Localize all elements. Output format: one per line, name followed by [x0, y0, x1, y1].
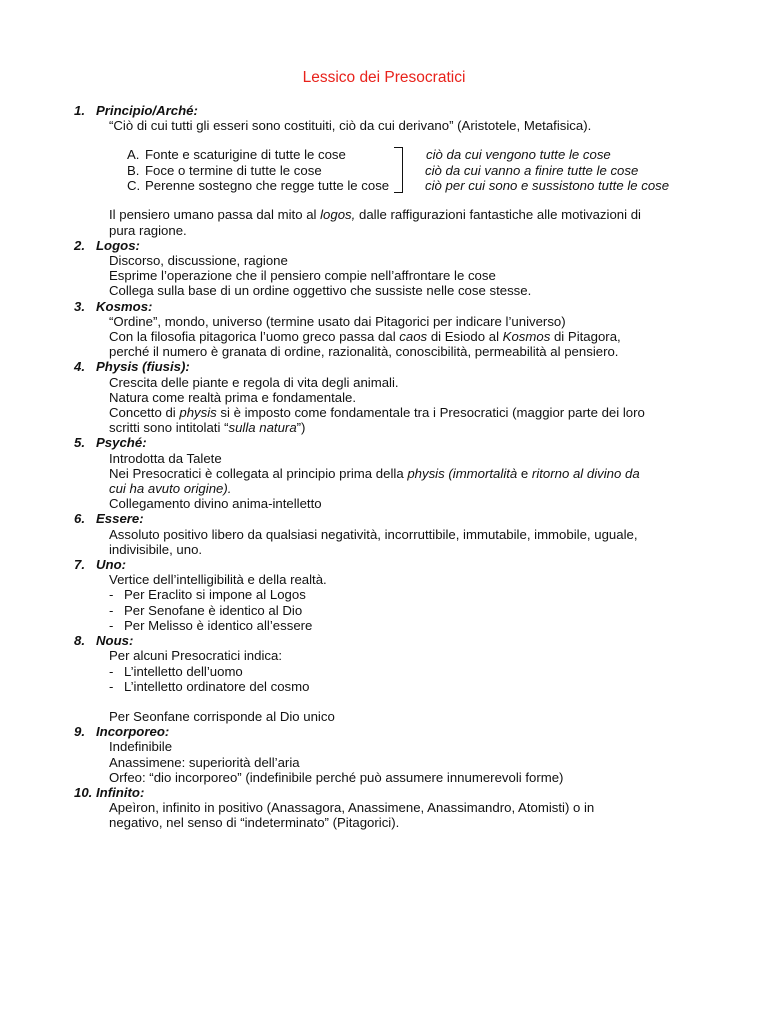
entry-heading: Kosmos: [96, 298, 153, 314]
entry-nous [74, 633, 694, 724]
meaning-a: A. Fonte e scaturigine di tutte le cose [127, 147, 346, 163]
text-line: scritti sono intitolati “sulla natura”) [109, 420, 306, 436]
blank-line [109, 694, 694, 709]
meanings-explanations [426, 147, 669, 193]
entry-heading: Principio/Arché: [96, 103, 198, 118]
text-line: Introdotta da Talete [109, 450, 222, 466]
entry-number: 2. [74, 237, 85, 253]
meaning-c: C. Perenne sostegno che regge tutte le cose [127, 177, 390, 193]
entry-body [109, 118, 694, 238]
text-line: Vertice dell’intelligibilità e della realtà. [109, 572, 327, 588]
arche-meanings [109, 147, 694, 193]
text-line: Per Seonfane corrisponde al Dio unico [109, 708, 335, 724]
entry-body [109, 648, 694, 724]
entry-number: 3. [74, 298, 85, 314]
text-line: Apeìron, infinito in positivo (Anassagora, Anassimene, Anassimandro, Atomisti) o in [109, 800, 595, 816]
entry-heading: Logos: [96, 237, 140, 253]
entry-incorporeo [74, 724, 694, 785]
entry-essere [74, 511, 694, 557]
entry-body [109, 375, 694, 436]
text-line: Esprime l’operazione che il pensiero compie nell’affrontare le cose [109, 268, 496, 284]
entry-number: 1. [74, 103, 85, 118]
entry-psyche [74, 435, 694, 511]
entry-body [109, 314, 694, 360]
entry-body [109, 800, 694, 830]
text-line: cui ha avuto origine). [109, 481, 232, 497]
text-line: Concetto di physis si è imposto come fondamentale tra i Presocratici (maggior parte dei loro [109, 405, 645, 421]
entry-body [109, 527, 694, 557]
entry-number: 6. [74, 511, 85, 527]
entry-body [109, 451, 694, 512]
text-line: perché il numero è granata di ordine, razionalità, conoscibilità, permeabilità al pensiero. [109, 344, 619, 360]
entry-infinito [74, 785, 694, 831]
meaning-b: B. Foce o termine di tutte le cose [127, 162, 322, 178]
entry-number: 4. [74, 359, 85, 375]
entry-physis [74, 359, 694, 435]
entry-number: 5. [74, 435, 85, 451]
entry-heading: Physis (fiusis): [96, 359, 190, 375]
entry-heading: Infinito: [96, 784, 145, 800]
text-line: Natura come realtà prima e fondamentale. [109, 389, 357, 405]
meanings-list [127, 147, 389, 193]
list-item: - Per Senofane è identico al Dio [109, 602, 303, 618]
list-item: - L’intelletto ordinatore del cosmo [109, 678, 310, 694]
arche-paragraph-line-2: pura ragione. [109, 222, 187, 238]
text-line: Discorso, discussione, ragione [109, 253, 288, 269]
explanation-a: ciò da cui vengono tutte le cose [426, 147, 611, 163]
text-line: Per alcuni Presocratici indica: [109, 648, 282, 664]
arche-paragraph-line-1: Il pensiero umano passa dal mito al logos, dalle raffigurazioni fantastiche alle motivazioni di [109, 207, 641, 223]
entry-body [109, 253, 694, 299]
list-item: - Per Eraclito si impone al Logos [109, 587, 306, 603]
text-line: indivisibile, uno. [109, 541, 203, 557]
entry-number: 10. [74, 784, 93, 800]
list-item: - L’intelletto dell’uomo [109, 663, 243, 679]
entry-logos [74, 238, 694, 299]
aristotle-quote: “Ciò di cui tutti gli esseri sono costituiti, ciò da cui derivano” (Aristotele, Metafisica). [109, 118, 592, 134]
explanation-b: ciò da cui vanno a finire tutte le cose [425, 162, 639, 178]
entry-arche [74, 103, 694, 238]
text-line: Con la filosofia pitagorica l’uomo greco passa dal caos di Esiodo al Kosmos di Pitagora, [109, 329, 621, 345]
text-line: negativo, nel senso di “indeterminato” (Pitagorici). [109, 815, 400, 831]
entry-heading: Nous: [96, 633, 134, 649]
document-title: Lessico dei Presocratici [302, 69, 466, 86]
entry-number: 9. [74, 724, 85, 740]
text-line: “Ordine”, mondo, universo (termine usato dai Pitagorici per indicare l’universo) [109, 313, 566, 329]
lexicon-list [74, 103, 694, 831]
entry-heading: Psyché: [96, 435, 147, 451]
text-line: Assoluto positivo libero da qualsiasi negatività, incorruttibile, immutabile, immobile, uguale, [109, 526, 638, 542]
entry-body [109, 739, 694, 785]
entry-uno [74, 557, 694, 633]
entry-number: 8. [74, 633, 85, 649]
grouping-bracket [394, 147, 403, 193]
text-line: Crescita delle piante e regola di vita degli animali. [109, 374, 399, 390]
entry-body [109, 572, 694, 633]
text-line: Nei Presocratici è collegata al principio prima della physis (immortalità e ritorno al divino da [109, 465, 640, 481]
entry-heading: Incorporeo: [96, 724, 170, 740]
text-line: Collega sulla base di un ordine oggettivo che sussiste nelle cose stesse. [109, 283, 532, 299]
explanation-c: ciò per cui sono e sussistono tutte le cose [425, 177, 670, 193]
entry-number: 7. [74, 557, 85, 573]
entry-heading: Essere: [96, 511, 144, 527]
text-line: Indefinibile [109, 739, 173, 755]
list-item: - Per Melisso è identico all’essere [109, 617, 313, 633]
text-line: Orfeo: “dio incorporeo” (indefinibile perché può assumere innumerevoli forme) [109, 769, 564, 785]
entry-heading: Uno: [96, 557, 127, 573]
entry-kosmos [74, 299, 694, 360]
text-line: Anassimene: superiorità dell’aria [109, 754, 300, 770]
text-line: Collegamento divino anima-intelletto [109, 496, 322, 512]
